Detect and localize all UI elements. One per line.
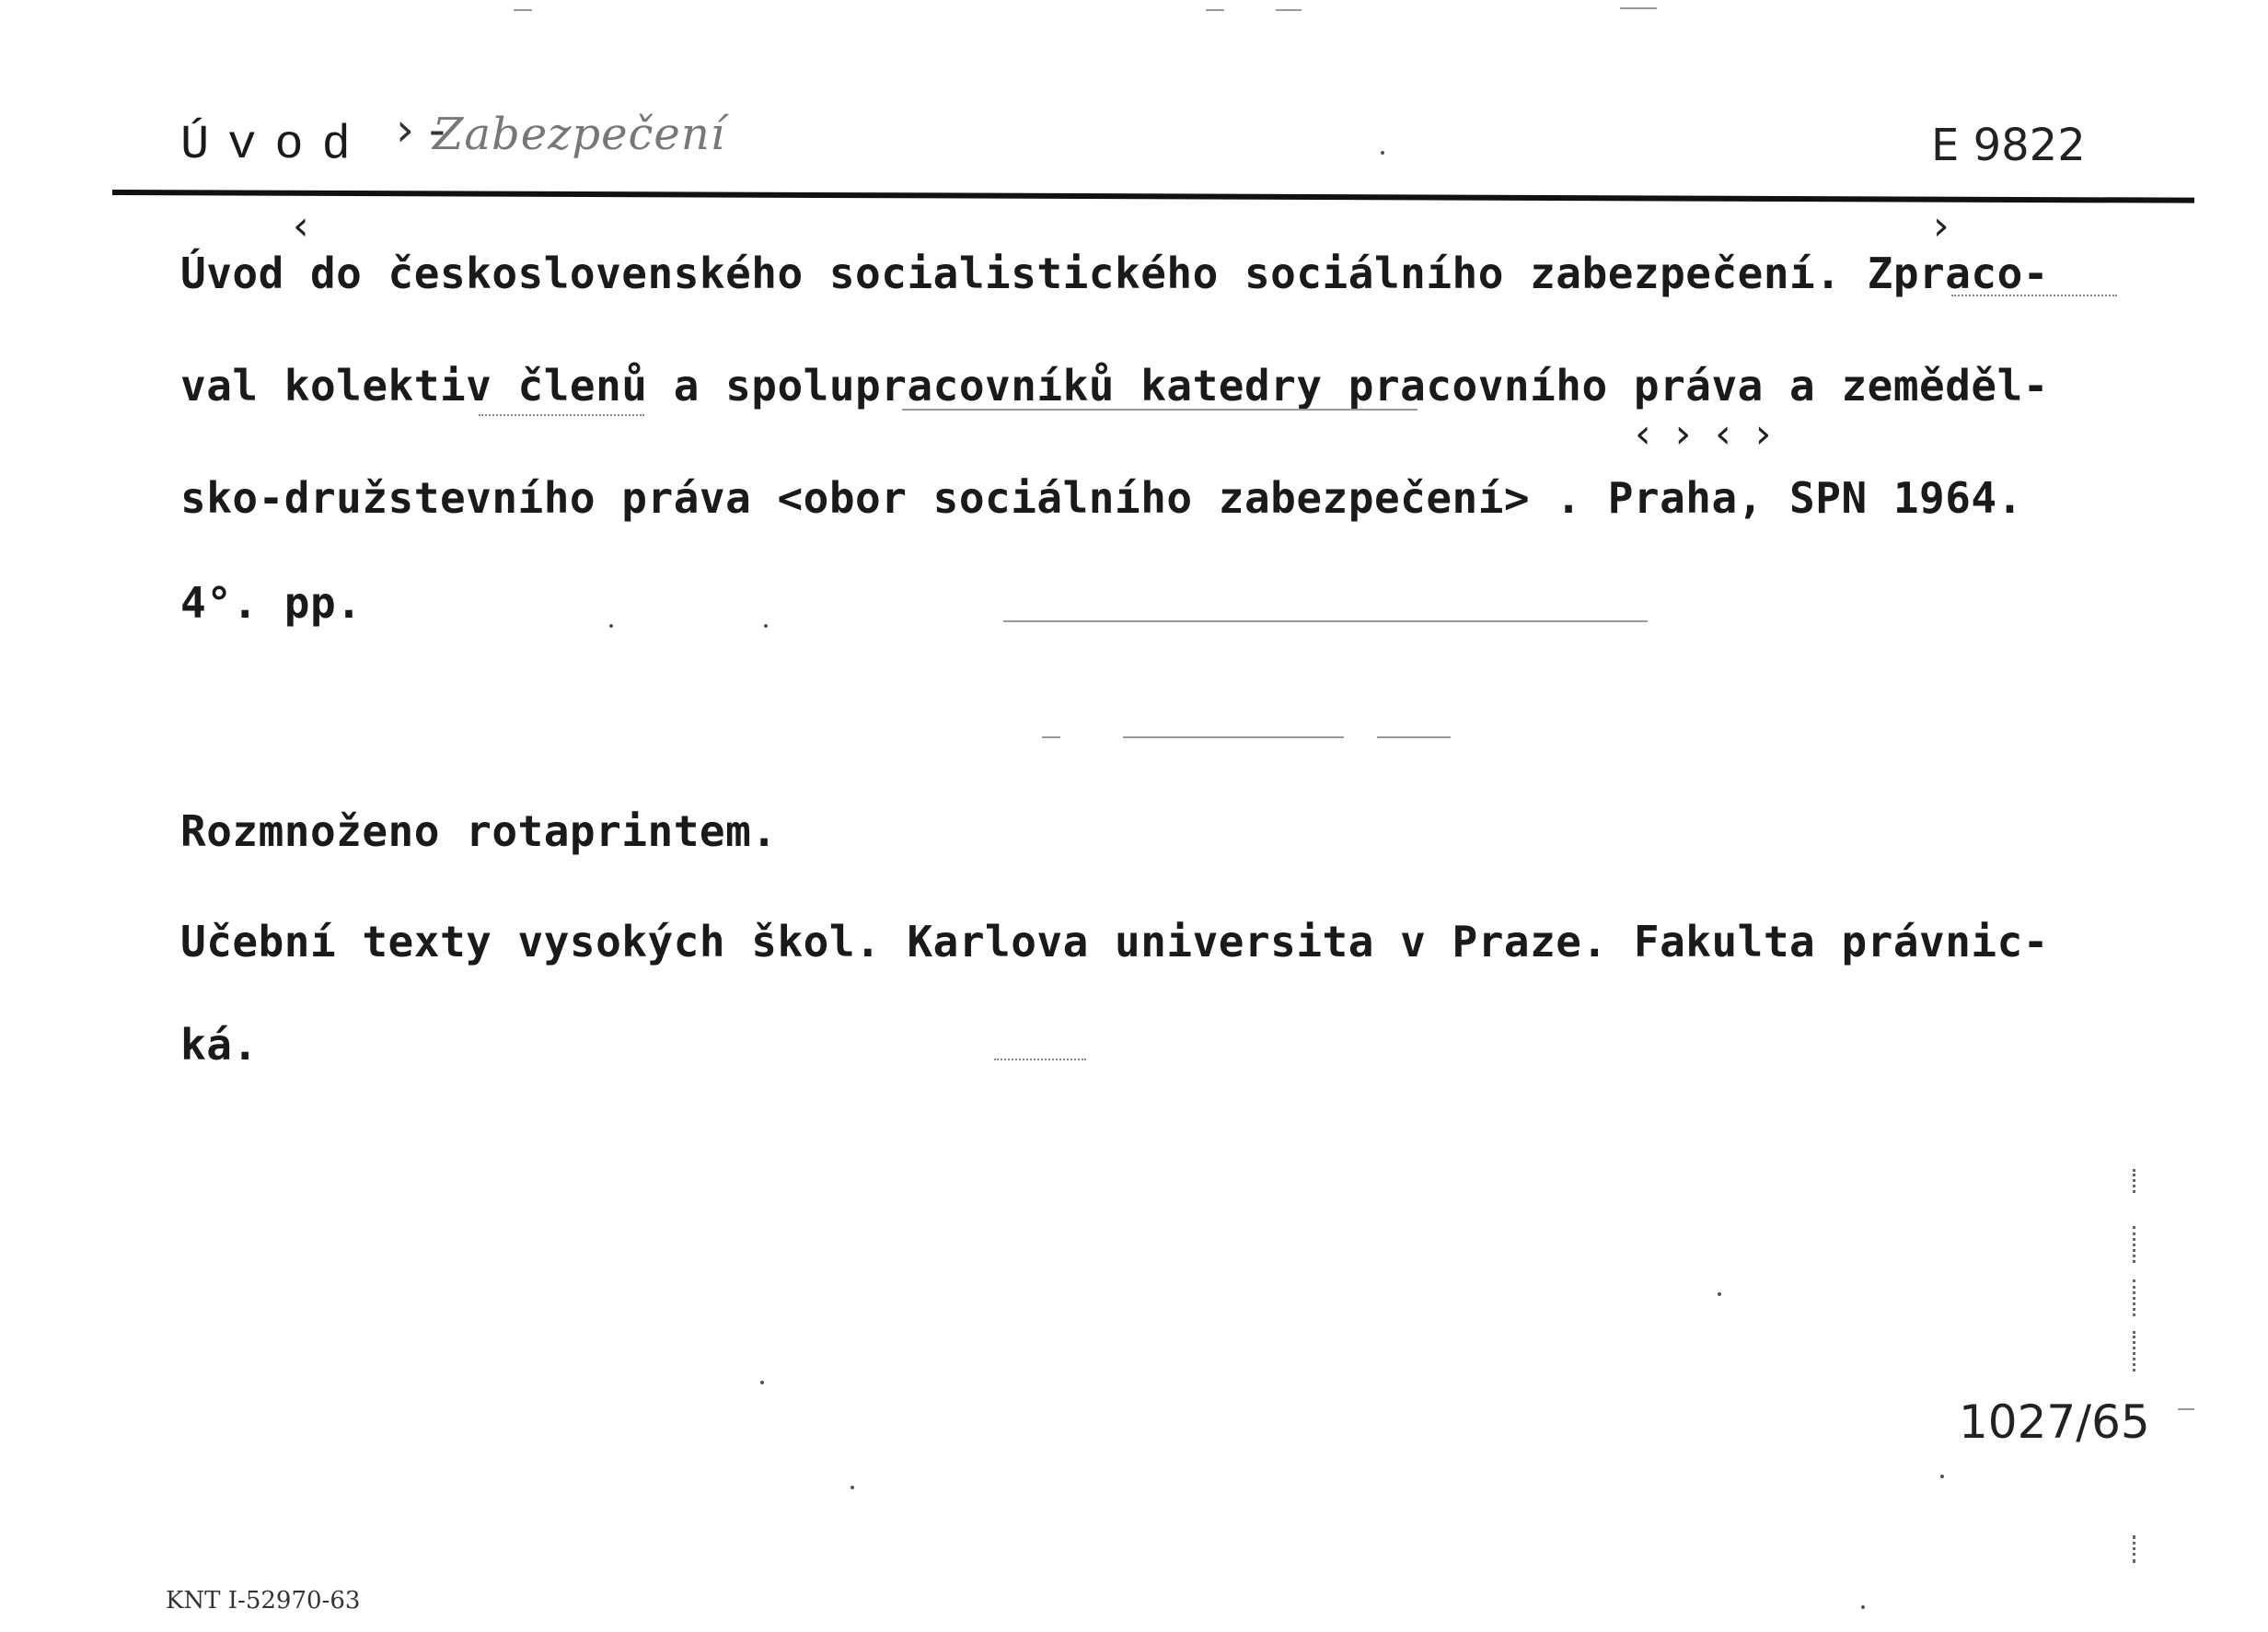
ink-speck <box>1381 151 1384 155</box>
entry-line-4: 4°. pp. <box>180 578 363 628</box>
separator-mark <box>1003 620 1648 622</box>
proofmark-row: ‹ › ‹ › <box>1635 411 1777 457</box>
ink-speck <box>1718 1292 1721 1296</box>
entry-line-3: sko-družstevního práva <obor sociálního zabezpečení> . Praha, SPN 1964. <box>180 473 2023 523</box>
ink-speck <box>764 624 768 628</box>
entry-line-1: Úvod do československého socialistického sociálního zabezpečení. Zpraco- <box>180 249 2049 298</box>
header-rule <box>112 190 2194 203</box>
note-line-3: ká. <box>180 1020 259 1070</box>
dotted-mark <box>994 1059 1086 1060</box>
accession-number: 1027/65 <box>1959 1395 2150 1449</box>
edge-mark <box>1620 7 1657 9</box>
margin-dots <box>2133 1535 2135 1563</box>
printer-mark: KNT I-52970-63 <box>166 1587 361 1615</box>
ink-speck <box>760 1381 764 1384</box>
margin-dots <box>2133 1279 2135 1316</box>
proofmark-open: ‹ <box>293 203 309 249</box>
margin-dots <box>2133 1226 2135 1263</box>
heading-proofmark: › - <box>396 103 446 156</box>
margin-dots <box>2133 1331 2135 1372</box>
note-line-1: Rozmnoženo rotaprintem. <box>180 806 778 856</box>
separator-mark <box>1042 736 1060 738</box>
ink-speck <box>609 624 613 628</box>
edge-mark <box>1276 9 1302 11</box>
dotted-underline <box>1951 295 2117 296</box>
entry-line-2: val kolektiv členů a spolupracovníků katedry pracovního práva a zeměděl- <box>180 361 2049 411</box>
edge-mark <box>514 9 532 11</box>
card-heading: Úvod <box>180 118 369 172</box>
ink-speck <box>1861 1605 1865 1609</box>
margin-dots <box>2133 1169 2135 1193</box>
edge-mark <box>2178 1408 2194 1410</box>
proofmark-close: › <box>1933 203 1950 249</box>
underline-mark <box>902 409 1418 411</box>
ink-speck <box>850 1486 854 1489</box>
ink-speck <box>1940 1475 1944 1478</box>
dotted-underline <box>479 414 644 416</box>
note-line-2: Učební texty vysokých škol. Karlova universita v Praze. Fakulta právnic- <box>180 917 2049 966</box>
handwritten-note: Zabezpečení <box>433 109 726 160</box>
separator-mark <box>1377 736 1451 738</box>
separator-mark <box>1123 736 1344 738</box>
edge-mark <box>1206 9 1224 11</box>
call-number: E 9822 <box>1931 120 2086 171</box>
